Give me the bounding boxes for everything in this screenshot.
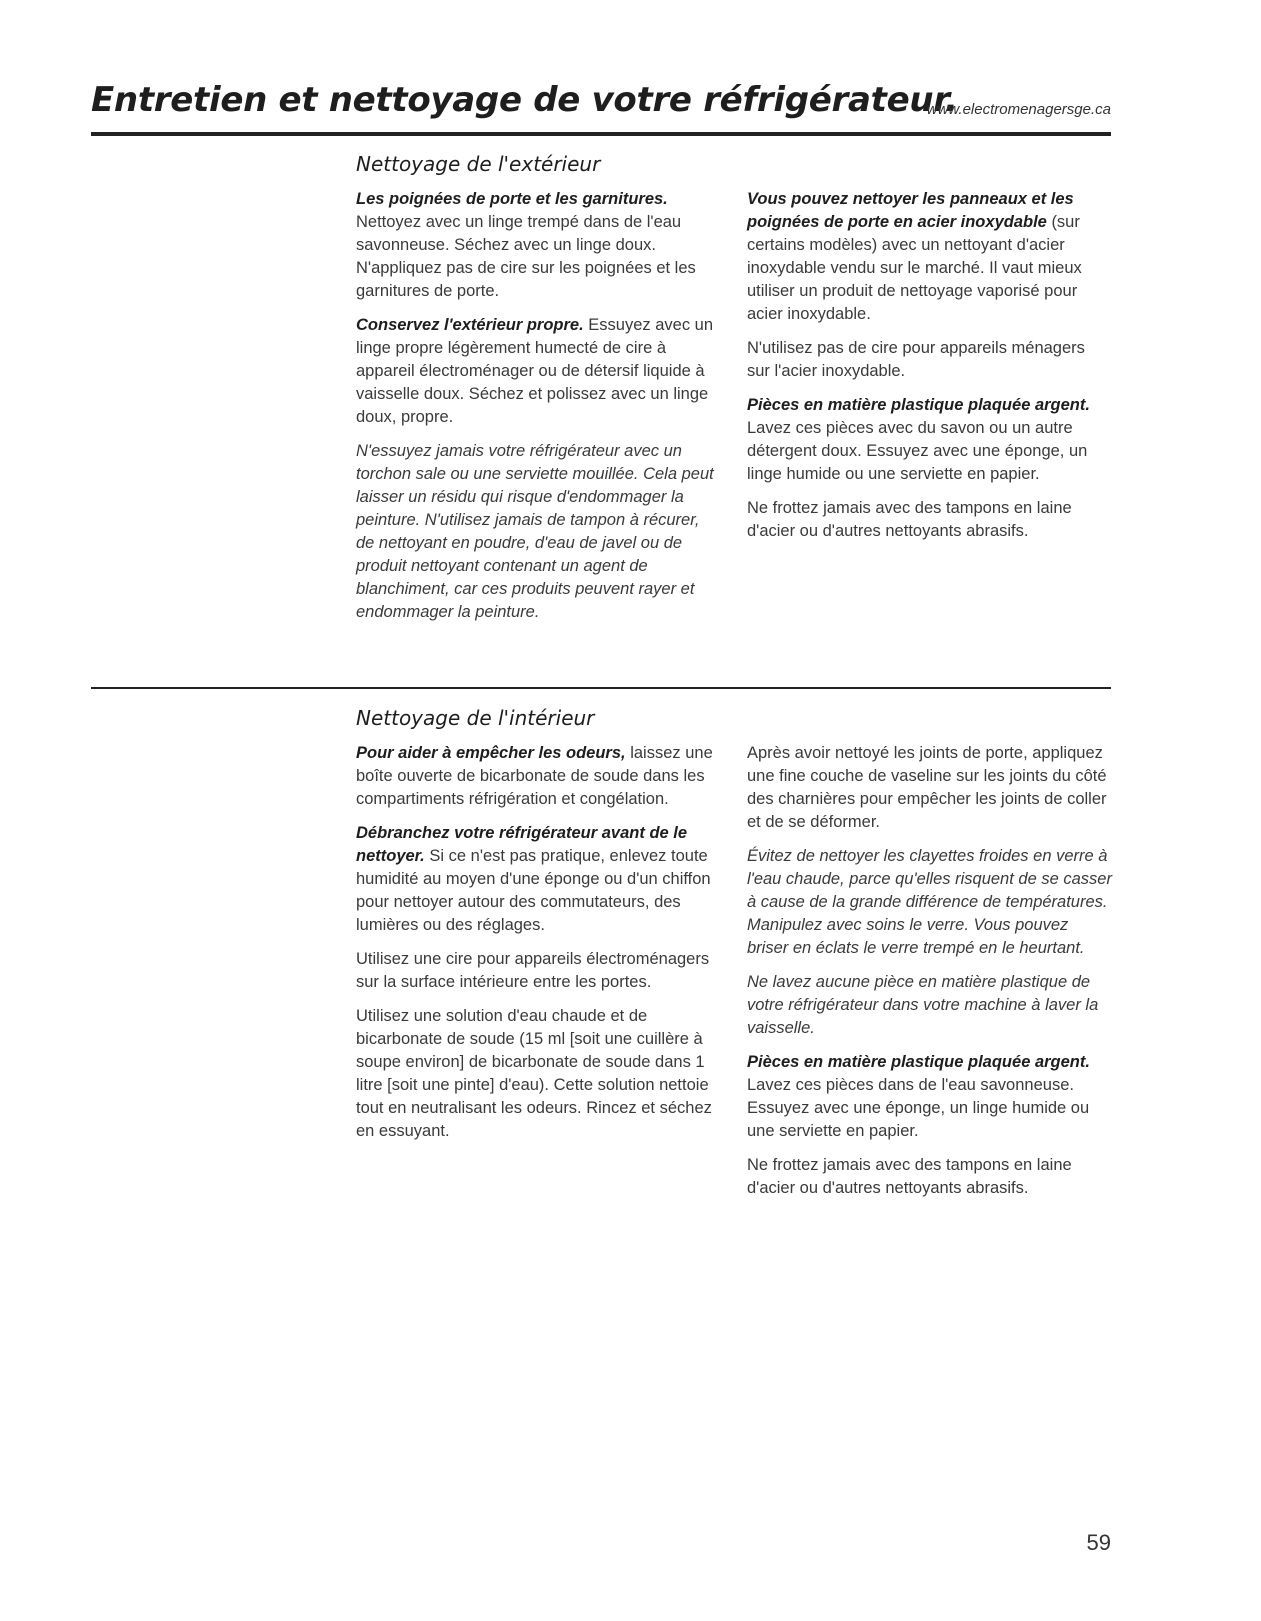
gaskets-paragraph: Après avoir nettoyé les joints de porte, appliquez une fine couche de vaseline sur les joints du côté des charnières pour empêcher les joints de coller et de se déformer. xyxy=(747,744,1107,831)
odors-paragraph xyxy=(356,742,721,811)
interior-section-heading: Nettoyage de l'intérieur xyxy=(356,706,595,730)
page-title: Entretien et nettoyage de votre réfrigérateur. xyxy=(91,80,958,120)
steel-text: (sur certains modèles) avec un nettoyant d'acier inoxydable vendu sur le marché. Il vaut mieux utiliser un produit de nettoyage vaporisé pour acier inoxydable. xyxy=(747,213,1082,323)
exterior-warning: N'essuyez jamais votre réfrigérateur avec un torchon sale ou une serviette mouillée. Cela peut laisser un résidu qui risque d'endommager la peinture. N'utilisez jamais de tampon à récurer, de nettoyant en poudre, d'eau de javel ou de produit nettoyant contenant un agent de blanchiment, car ces produits peuvent rayer et endommager la peinture. xyxy=(356,442,714,621)
exterior-right-column xyxy=(747,188,1112,554)
page-number: 59 xyxy=(1086,1530,1111,1555)
interior-right-column xyxy=(747,742,1112,1211)
exterior-section-heading: Nettoyage de l'extérieur xyxy=(356,152,601,176)
unplug-text: Si ce n'est pas pratique, enlevez toute humidité au moyen d'une éponge ou d'un chiffon pour nettoyer autour des commutateurs, des lumières ou des réglages. xyxy=(356,847,711,934)
keep-clean-paragraph xyxy=(356,314,721,429)
website-url[interactable]: www.electromenagersge.ca xyxy=(926,101,1111,118)
dishwasher-warning: Ne lavez aucune pièce en matière plastique de votre réfrigérateur dans votre machine à laver la vaisselle. xyxy=(747,973,1099,1037)
unplug-paragraph xyxy=(356,822,721,937)
unplug-lead: Débranchez votre réfrigérateur avant de le nettoyer. xyxy=(356,824,688,865)
handles-text: Nettoyez avec un linge trempé dans de l'eau savonneuse. Séchez avec un linge doux. N'appliquez pas de cire sur les poignées et les garnitures de porte. xyxy=(356,213,696,300)
plastic-lead: Pièces en matière plastique plaquée argent. xyxy=(747,396,1090,414)
section-divider xyxy=(91,687,1111,689)
interior-plastic-paragraph xyxy=(747,1051,1112,1143)
steel-lead: Vous pouvez nettoyer les panneaux et les poignées de porte en acier inoxydable xyxy=(747,190,1074,231)
glass-warning: Évitez de nettoyer les clayettes froides en verre à l'eau chaude, parce qu'elles risquent de se casser à cause de la grande différence de températures. Manipulez avec soins le verre. Vous pouvez briser en éclats le verre trempé en le heurtant. xyxy=(747,847,1112,957)
interior-left-column xyxy=(356,742,721,1154)
baking-soda-solution-paragraph: Utilisez une solution d'eau chaude et de bicarbonate de soude (15 ml [soit une cuillère à soupe environ] de bicarbonate de soude dans 1 litre [soit une pinte] d'eau). Cette solution nettoie tout en neutralisant les odeurs. Rincez et séchez en essuyant. xyxy=(356,1007,712,1140)
exterior-left-column xyxy=(356,188,721,635)
keep-clean-text: Essuyez avec un linge propre légèrement humecté de cire à appareil électroménager ou de détersif liquide à vaisselle doux. Séchez et polissez avec un linge doux, propre. xyxy=(356,316,714,426)
plastic-text: Lavez ces pièces avec du savon ou un autre détergent doux. Essuyez avec une éponge, un linge humide ou une serviette en papier. xyxy=(747,419,1088,483)
interior-no-scrub-paragraph: Ne frottez jamais avec des tampons en laine d'acier ou d'autres nettoyants abrasifs. xyxy=(747,1156,1072,1197)
keep-clean-lead: Conservez l'extérieur propre. xyxy=(356,316,584,334)
interior-wax-paragraph: Utilisez une cire pour appareils électroménagers sur la surface intérieure entre les portes. xyxy=(356,950,710,991)
interior-plastic-lead: Pièces en matière plastique plaquée argent. xyxy=(747,1053,1090,1071)
odors-lead: Pour aider à empêcher les odeurs, xyxy=(356,744,626,762)
odors-text: laissez une boîte ouverte de bicarbonate de soude dans les compartiments réfrigération et congélation. xyxy=(356,744,713,808)
interior-plastic-text: Lavez ces pièces dans de l'eau savonneuse. Essuyez avec une éponge, un linge humide ou une serviette en papier. xyxy=(747,1076,1090,1140)
handles-paragraph xyxy=(356,188,721,303)
no-wax-paragraph: N'utilisez pas de cire pour appareils ménagers sur l'acier inoxydable. xyxy=(747,339,1085,380)
no-scrub-paragraph: Ne frottez jamais avec des tampons en laine d'acier ou d'autres nettoyants abrasifs. xyxy=(747,499,1072,540)
steel-paragraph xyxy=(747,188,1112,326)
handles-lead: Les poignées de porte et les garnitures. xyxy=(356,190,668,208)
title-divider xyxy=(91,132,1111,136)
plastic-paragraph xyxy=(747,394,1112,486)
